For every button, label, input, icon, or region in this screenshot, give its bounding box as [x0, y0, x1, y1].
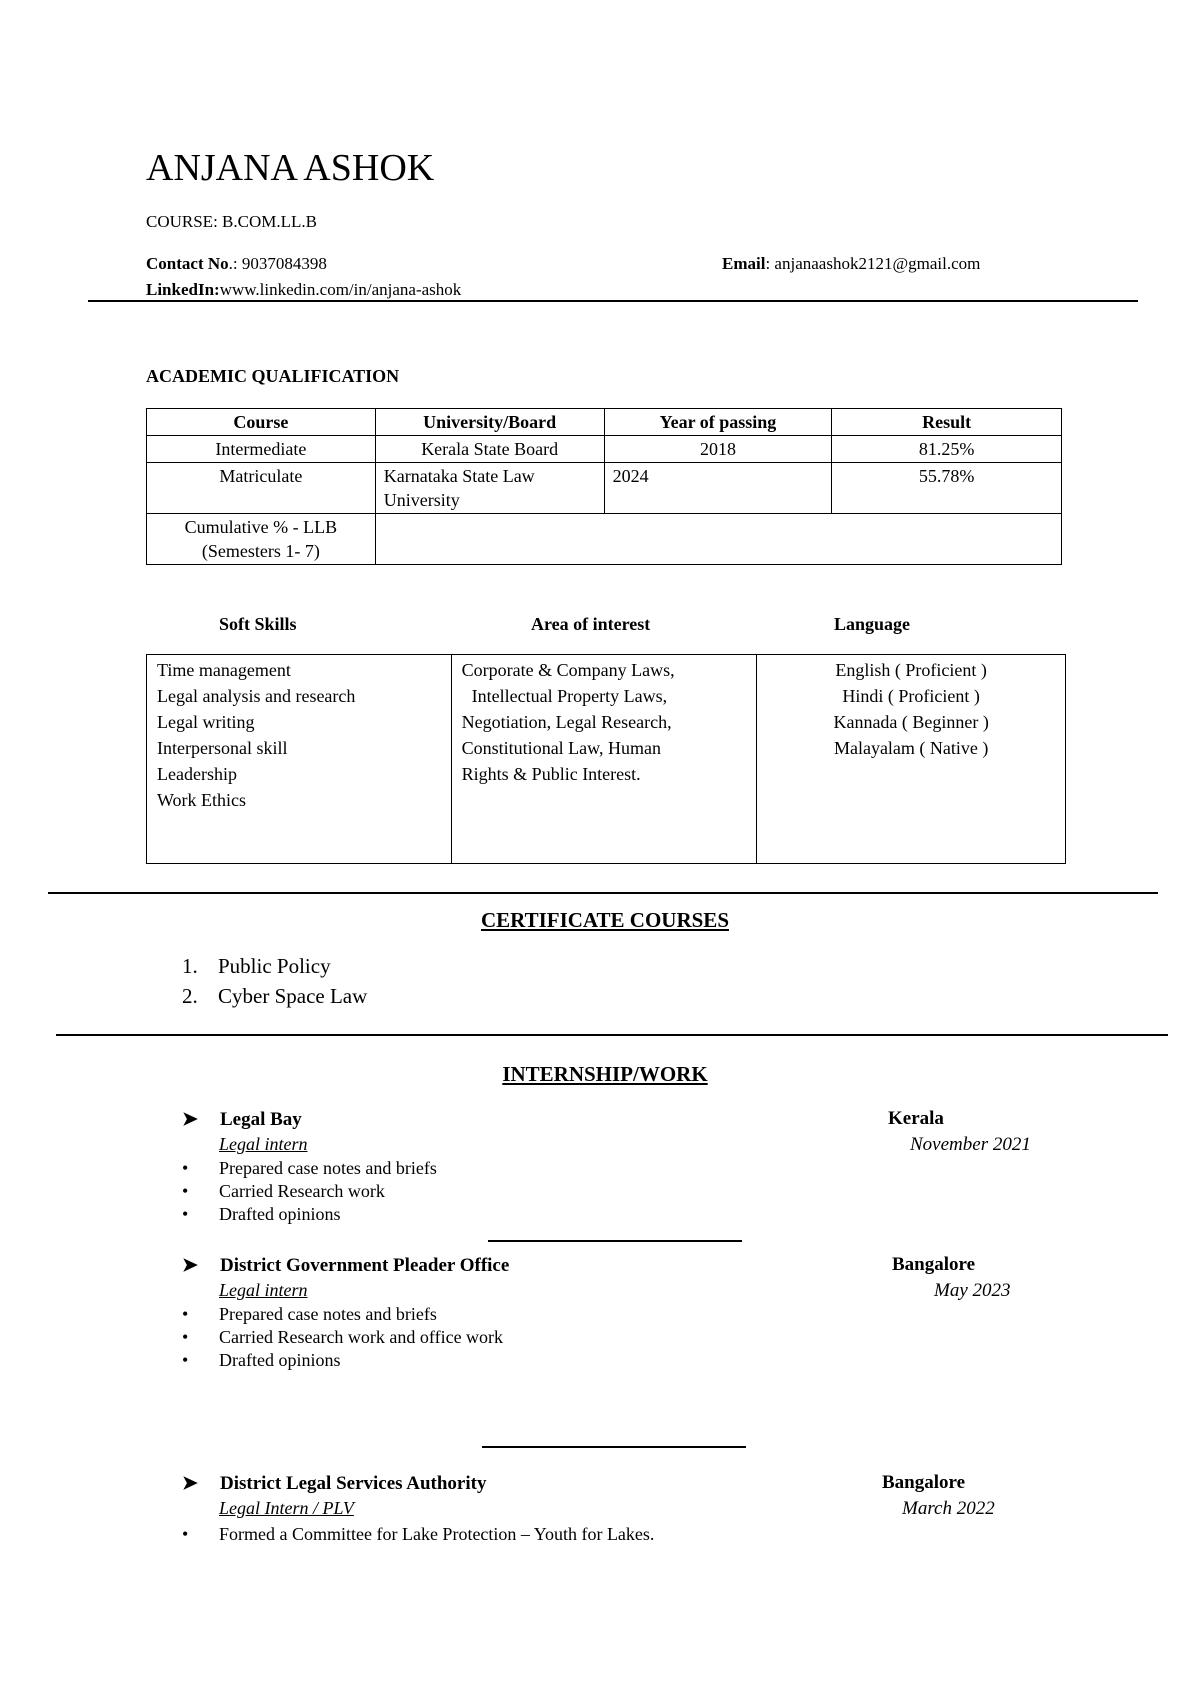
- table-cell: Kerala State Board: [375, 436, 604, 463]
- cumulative-label-line: (Semesters 1- 7): [201, 541, 320, 561]
- table-header-row: [147, 409, 1062, 436]
- cumulative-value: [375, 514, 1061, 565]
- list-item: [182, 1350, 340, 1371]
- list-item: Work Ethics: [157, 790, 247, 810]
- list-item: Corporate & Company Laws,: [461, 660, 675, 680]
- language-heading: Language: [834, 614, 911, 634]
- list-number: 1.: [182, 954, 198, 978]
- job-date: November 2021: [910, 1134, 1031, 1155]
- skills-table: [146, 654, 1066, 864]
- list-item: Kannada ( Beginner ): [833, 712, 989, 732]
- linkedin: [146, 280, 461, 300]
- table-cell: Karnataka State Law University: [375, 463, 604, 514]
- column-header: Result: [832, 409, 1062, 436]
- bullet-icon: •: [182, 1181, 189, 1201]
- job-org: [182, 1108, 302, 1131]
- list-item: Interpersonal skill: [157, 738, 288, 758]
- job-divider: [482, 1446, 746, 1448]
- internship-heading: INTERNSHIP/WORK: [502, 1062, 708, 1086]
- bullet-icon: •: [182, 1204, 189, 1224]
- list-item-text: Carried Research work: [219, 1181, 385, 1201]
- list-item: [182, 1524, 654, 1545]
- job-org-name: Legal Bay: [220, 1109, 302, 1130]
- list-item: [182, 1327, 503, 1348]
- certificates-heading: CERTIFICATE COURSES: [480, 908, 729, 932]
- section-divider: [56, 1034, 1168, 1036]
- list-item: Legal analysis and research: [157, 686, 356, 706]
- linkedin-label: LinkedIn:: [146, 280, 220, 299]
- bullet-icon: •: [182, 1304, 189, 1324]
- job-location: Bangalore: [882, 1472, 966, 1493]
- list-item-text: Drafted opinions: [219, 1350, 341, 1370]
- list-item: [182, 954, 331, 979]
- job-date: March 2022: [902, 1498, 995, 1519]
- list-item: Hindi ( Proficient ): [842, 686, 980, 706]
- course-line: COURSE: B.COM.LL.B: [146, 212, 317, 231]
- cumulative-label-line: Cumulative % - LLB: [184, 517, 338, 537]
- list-item: Constitutional Law, Human: [461, 738, 661, 758]
- list-item: Rights & Public Interest.: [461, 764, 641, 784]
- list-item: Leadership: [157, 764, 237, 784]
- bullet-icon: •: [182, 1524, 189, 1544]
- list-item: [182, 1181, 385, 1202]
- job-date: May 2023: [934, 1280, 1011, 1301]
- list-item: [182, 1158, 437, 1179]
- list-item: Time management: [157, 660, 291, 680]
- arrow-bullet-icon: ➤: [182, 1255, 198, 1276]
- table-row: [147, 463, 1062, 514]
- email-value: : anjanaashok2121@gmail.com: [765, 254, 981, 273]
- list-item: Negotiation, Legal Research,: [461, 712, 672, 732]
- arrow-bullet-icon: ➤: [182, 1109, 198, 1130]
- job-org: [182, 1254, 509, 1277]
- linkedin-url[interactable]: www.linkedin.com/in/anjana-ashok: [219, 280, 462, 299]
- bullet-icon: •: [182, 1158, 189, 1178]
- list-item: English ( Proficient ): [835, 660, 987, 680]
- email-label: Email: [722, 254, 766, 273]
- table-cell: 2018: [604, 436, 832, 463]
- table-cell: Matriculate: [147, 463, 376, 514]
- bullet-icon: •: [182, 1350, 189, 1370]
- job-org-name: District Government Pleader Office: [220, 1255, 510, 1276]
- column-header: Course: [147, 409, 376, 436]
- column-header: University/Board: [375, 409, 604, 436]
- list-item: Malayalam ( Native ): [833, 738, 989, 758]
- section-divider: [48, 892, 1158, 894]
- job-location: Kerala: [888, 1108, 944, 1129]
- table-cell: Intermediate: [147, 436, 376, 463]
- arrow-bullet-icon: ➤: [182, 1473, 198, 1494]
- job-org-name: District Legal Services Authority: [220, 1473, 487, 1494]
- list-item-label: Cyber Space Law: [218, 984, 368, 1008]
- email: [722, 254, 980, 274]
- job-role: Legal intern: [219, 1280, 308, 1300]
- column-header: Year of passing: [604, 409, 832, 436]
- job-role: Legal intern: [219, 1134, 308, 1154]
- list-item: Legal writing: [157, 712, 255, 732]
- table-row: [147, 436, 1062, 463]
- soft-skills-heading: Soft Skills: [219, 614, 297, 634]
- academic-heading: ACADEMIC QUALIFICATION: [146, 366, 400, 386]
- list-item-text: Formed a Committee for Lake Protection – Youth for Lakes.: [219, 1524, 655, 1544]
- list-item: [182, 1304, 437, 1325]
- table-row: [147, 514, 1062, 565]
- table-cell: 2024: [604, 463, 832, 514]
- contact-value: .: 9037084398: [228, 254, 327, 273]
- list-number: 2.: [182, 984, 198, 1008]
- job-location: Bangalore: [892, 1254, 976, 1275]
- list-item-text: Carried Research work and office work: [219, 1327, 504, 1347]
- soft-skills-cell: [147, 655, 452, 864]
- contact-number: [146, 254, 327, 274]
- list-item: [182, 1204, 340, 1225]
- bullet-icon: •: [182, 1327, 189, 1347]
- table-cell: 81.25%: [832, 436, 1062, 463]
- language-cell: [757, 655, 1066, 864]
- cumulative-label: [147, 514, 376, 565]
- candidate-name: ANJANA ASHOK: [146, 147, 435, 189]
- job-org: [182, 1472, 486, 1495]
- list-item-text: Prepared case notes and briefs: [219, 1158, 437, 1178]
- job-role: Legal Intern / PLV: [219, 1498, 354, 1518]
- list-item-label: Public Policy: [218, 954, 331, 978]
- interest-heading: Area of interest: [531, 614, 651, 634]
- contact-label: Contact No: [146, 254, 229, 273]
- academic-table: [146, 408, 1062, 565]
- job-divider: [488, 1240, 742, 1242]
- header-divider: [88, 300, 1138, 302]
- table-cell: 55.78%: [832, 463, 1062, 514]
- interest-cell: [451, 655, 757, 864]
- list-item-text: Prepared case notes and briefs: [219, 1304, 437, 1324]
- list-item: [182, 984, 367, 1009]
- list-item-text: Drafted opinions: [219, 1204, 341, 1224]
- list-item: Intellectual Property Laws,: [471, 686, 668, 706]
